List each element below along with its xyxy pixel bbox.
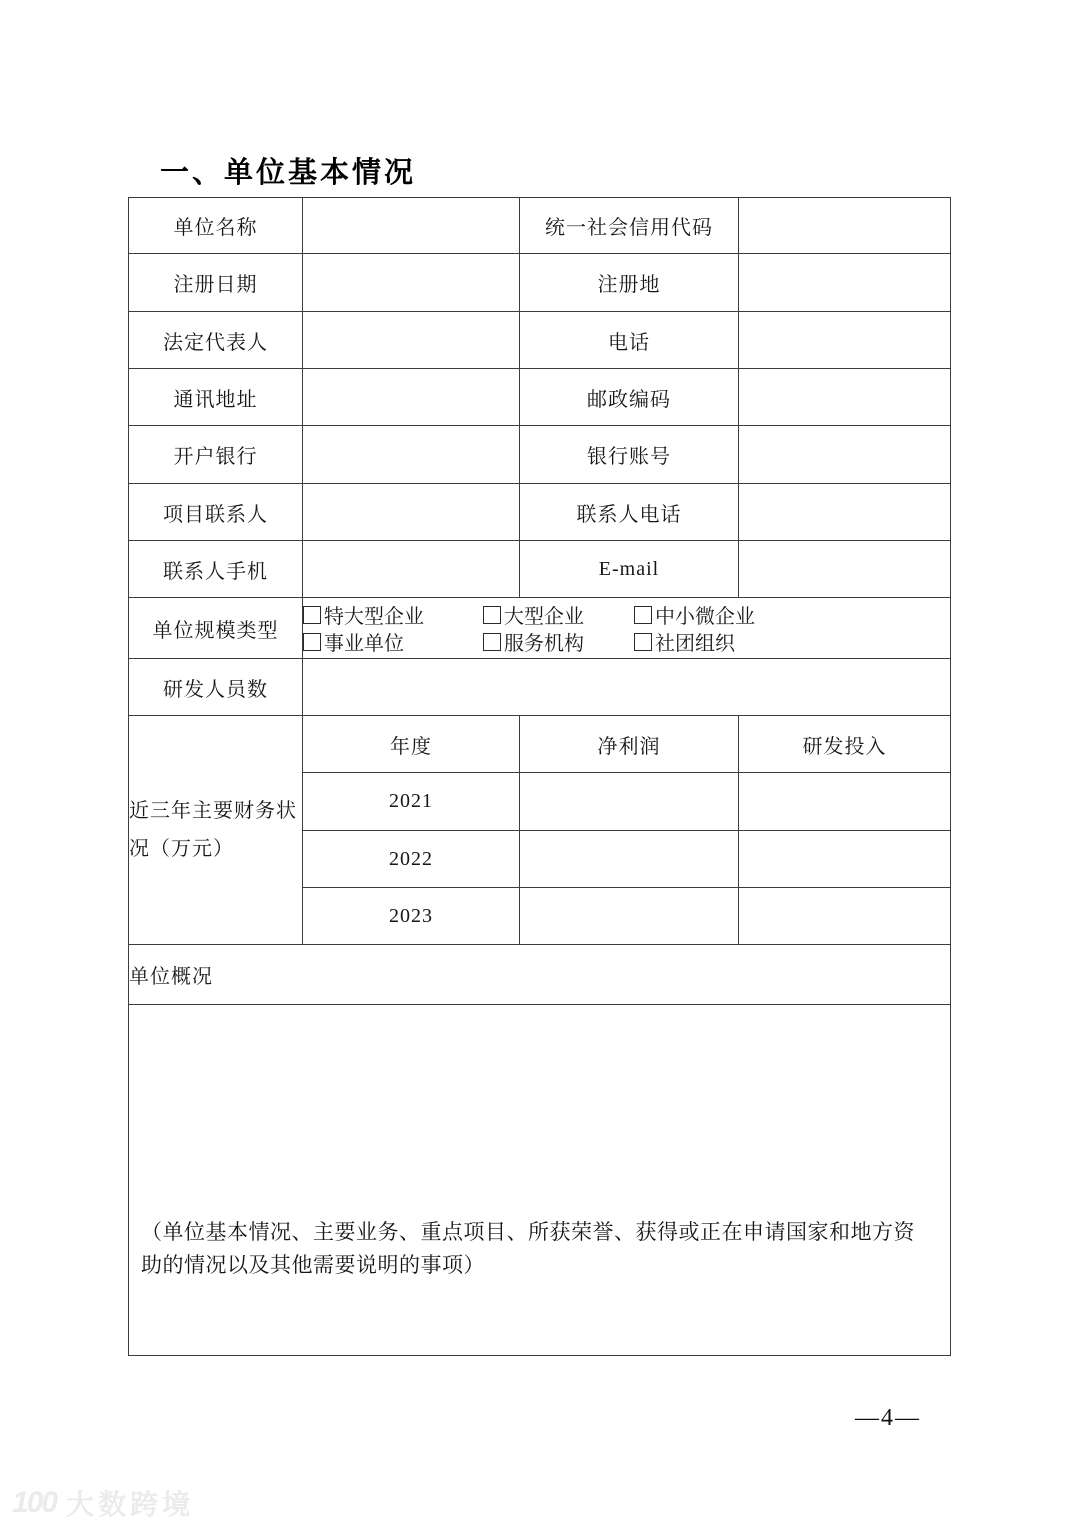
field-label-unit-scale-type: 单位规模类型 <box>129 598 303 659</box>
checkbox-option-large-enterprise[interactable] <box>483 600 634 629</box>
field-label-email: E-mail <box>520 541 739 598</box>
field-input-rd-staff-count[interactable] <box>303 659 951 716</box>
checkbox-label: 中小微企业 <box>655 606 755 628</box>
field-input-registration-place[interactable] <box>739 254 951 312</box>
watermark <box>12 1483 194 1523</box>
table-row-unit-overview-body <box>129 1005 951 1356</box>
financial-input-rd-investment-2021[interactable] <box>739 773 951 831</box>
field-label-rd-staff-count: 研发人员数 <box>129 659 303 716</box>
table-row-project-contact <box>129 484 951 541</box>
financial-input-net-profit-2021[interactable] <box>520 773 739 831</box>
field-label-credit-code: 统一社会信用代码 <box>520 198 739 254</box>
field-input-bank[interactable] <box>303 426 520 484</box>
table-row-unit-name <box>129 198 951 254</box>
scale-options-line-1 <box>303 601 950 628</box>
checkbox-icon[interactable] <box>634 606 652 624</box>
page-number: —4— <box>855 1405 921 1431</box>
field-input-phone[interactable] <box>739 312 951 369</box>
field-label-phone: 电话 <box>520 312 739 369</box>
checkbox-option-public-institution[interactable] <box>303 627 483 656</box>
table-row-unit-scale-type <box>129 598 951 659</box>
field-input-credit-code[interactable] <box>739 198 951 254</box>
financial-header-net-profit: 净利润 <box>520 716 739 773</box>
checkbox-label: 服务机构 <box>504 633 584 655</box>
unit-basic-info-table <box>128 197 951 1356</box>
financial-input-rd-investment-2022[interactable] <box>739 831 951 888</box>
checkbox-icon[interactable] <box>634 633 652 651</box>
watermark-text: 大数跨境 <box>66 1489 195 1520</box>
financial-year-2022: 2022 <box>303 831 520 888</box>
field-label-mailing-address: 通讯地址 <box>129 369 303 426</box>
field-label-bank-account: 银行账号 <box>520 426 739 484</box>
field-label-contact-mobile: 联系人手机 <box>129 541 303 598</box>
watermark-logo-icon: 100 <box>12 1486 57 1519</box>
financial-input-net-profit-2022[interactable] <box>520 831 739 888</box>
checkbox-icon[interactable] <box>303 633 321 651</box>
field-input-contact-phone[interactable] <box>739 484 951 541</box>
checkbox-label: 社团组织 <box>655 633 735 655</box>
field-label-legal-representative: 法定代表人 <box>129 312 303 369</box>
table-row-rd-staff-count <box>129 659 951 716</box>
field-label-registration-date: 注册日期 <box>129 254 303 312</box>
table-row-legal-representative <box>129 312 951 369</box>
financial-input-net-profit-2023[interactable] <box>520 888 739 945</box>
field-input-legal-representative[interactable] <box>303 312 520 369</box>
checkbox-option-smb-enterprise[interactable] <box>634 600 755 629</box>
financial-header-rd-investment: 研发投入 <box>739 716 951 773</box>
field-input-unit-name[interactable] <box>303 198 520 254</box>
section-title: 一、单位基本情况 <box>160 157 417 189</box>
checkbox-option-extra-large-enterprise[interactable] <box>303 600 483 629</box>
table-row-registration-date <box>129 254 951 312</box>
checkbox-label: 特大型企业 <box>324 606 424 628</box>
table-row-bank <box>129 426 951 484</box>
financial-header-year: 年度 <box>303 716 520 773</box>
field-label-contact-phone: 联系人电话 <box>520 484 739 541</box>
field-input-unit-overview[interactable] <box>129 1005 951 1356</box>
field-input-postal-code[interactable] <box>739 369 951 426</box>
financial-input-rd-investment-2023[interactable] <box>739 888 951 945</box>
field-input-registration-date[interactable] <box>303 254 520 312</box>
unit-scale-options-cell <box>303 598 951 659</box>
table-row-unit-overview-label <box>129 945 951 1005</box>
financial-year-2023: 2023 <box>303 888 520 945</box>
financial-year-2021: 2021 <box>303 773 520 831</box>
checkbox-icon[interactable] <box>303 606 321 624</box>
field-label-registration-place: 注册地 <box>520 254 739 312</box>
checkbox-option-service-agency[interactable] <box>483 627 634 656</box>
checkbox-icon[interactable] <box>483 606 501 624</box>
table-row-contact-mobile <box>129 541 951 598</box>
field-label-financial-status: 近三年主要财务状况（万元） <box>129 716 303 945</box>
field-label-bank: 开户银行 <box>129 426 303 484</box>
scale-options-line-2 <box>303 628 950 655</box>
checkbox-label: 大型企业 <box>504 606 584 628</box>
field-input-contact-mobile[interactable] <box>303 541 520 598</box>
field-label-unit-overview: 单位概况 <box>129 945 951 1005</box>
field-input-project-contact[interactable] <box>303 484 520 541</box>
checkbox-option-social-organization[interactable] <box>634 627 735 656</box>
field-input-mailing-address[interactable] <box>303 369 520 426</box>
table-row-mailing-address <box>129 369 951 426</box>
field-label-postal-code: 邮政编码 <box>520 369 739 426</box>
table-row-financial-header <box>129 716 951 773</box>
field-input-bank-account[interactable] <box>739 426 951 484</box>
field-label-project-contact: 项目联系人 <box>129 484 303 541</box>
checkbox-icon[interactable] <box>483 633 501 651</box>
field-label-unit-name: 单位名称 <box>129 198 303 254</box>
unit-overview-note: （单位基本情况、主要业务、重点项目、所获荣誉、获得或正在申请国家和地方资助的情况以及其他需要说明的事项） <box>141 1220 915 1277</box>
checkbox-label: 事业单位 <box>324 633 404 655</box>
field-input-email[interactable] <box>739 541 951 598</box>
